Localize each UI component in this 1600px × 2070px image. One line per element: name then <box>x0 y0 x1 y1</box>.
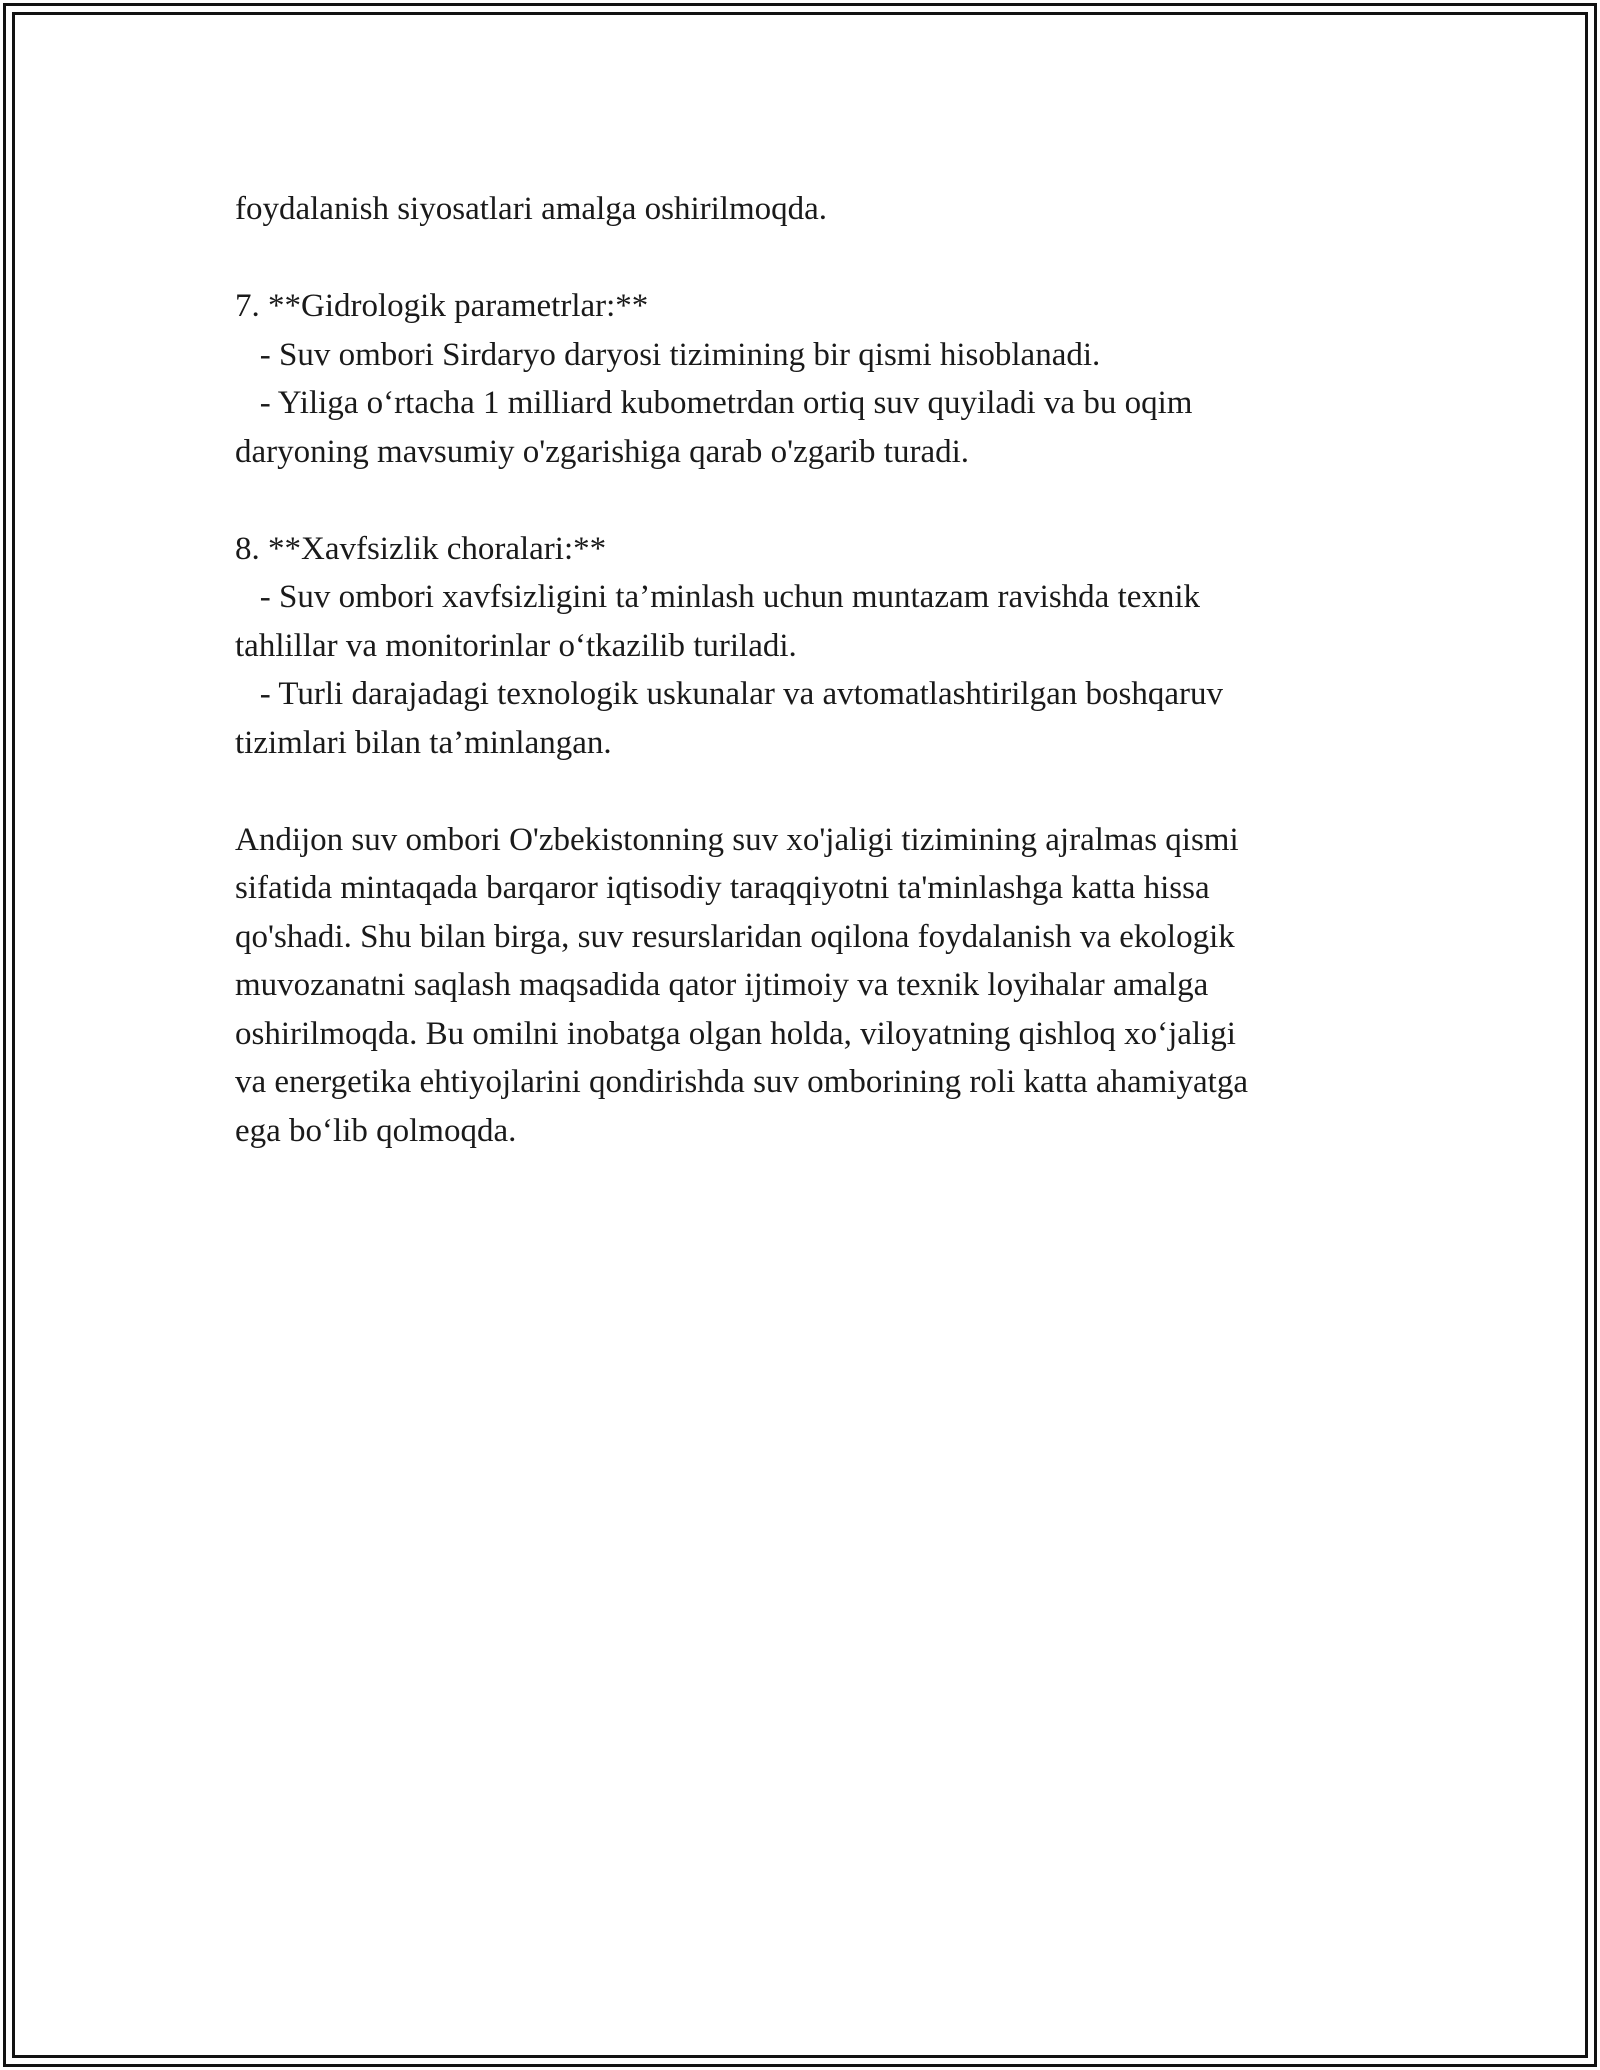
paragraph-spacer <box>235 234 1405 283</box>
section-7-bullet-1: - Suv ombori Sirdaryo daryosi tizimining bir qismi hisoblanadi. <box>235 336 1101 373</box>
conclusion-line: Andijon suv ombori O'zbekistonning suv xo'jaligi tizimining ajralmas qismi <box>235 821 1239 858</box>
conclusion-line: muvozanatni saqlash maqsadida qator ijtimoiy va texnik loyihalar amalga <box>235 967 1209 1003</box>
conclusion-line: oshirilmoqda. Bu omilni inobatga olgan holda, viloyatning qishloq xo‘jaligi <box>235 1015 1236 1052</box>
paragraph-spacer <box>235 476 1405 525</box>
section-8-bullet-2-line-1: - Turli darajadagi texnologik uskunalar va avtomatlashtirilgan boshqaruv <box>235 676 1223 712</box>
conclusion-line: va energetika ehtiyojlarini qondirishda suv omborining roli katta ahamiyatga <box>235 1064 1248 1100</box>
conclusion-line: ega bo‘lib qolmoqda. <box>235 1112 517 1149</box>
conclusion-paragraph <box>235 816 1405 1156</box>
section-7-bullet-2-line-2: daryoning mavsumiy o'zgarishiga qarab o'zgarib turadi. <box>235 433 970 470</box>
conclusion-line: qo'shadi. Shu bilan birga, suv resurslaridan oqilona foydalanish va ekologik <box>235 918 1235 955</box>
section-8-bullet-1-line-2: tahlillar va monitorinlar o‘tkazilib turiladi. <box>235 627 797 664</box>
section-8-bullet-1-line-1: - Suv ombori xavfsizligini ta’minlash uchun muntazam ravishda texnik <box>235 579 1201 615</box>
opening-line: foydalanish siyosatlari amalga oshirilmoqda. <box>235 191 828 227</box>
section-7-heading: 7. **Gidrologik parametrlar:** <box>235 288 649 324</box>
document-body <box>235 185 1405 1155</box>
section-8-bullet-2-line-2: tizimlari bilan ta’minlangan. <box>235 724 612 761</box>
conclusion-line: sifatida mintaqada barqaror iqtisodiy taraqqiyotni ta'minlashga katta hissa <box>235 870 1210 906</box>
paragraph-spacer <box>235 767 1405 816</box>
section-7-bullet-2-line-1: - Yiliga o‘rtacha 1 milliard kubometrdan ortiq suv quyiladi va bu oqim <box>235 385 1193 421</box>
section-8-heading: 8. **Xavfsizlik choralari:** <box>235 530 607 567</box>
